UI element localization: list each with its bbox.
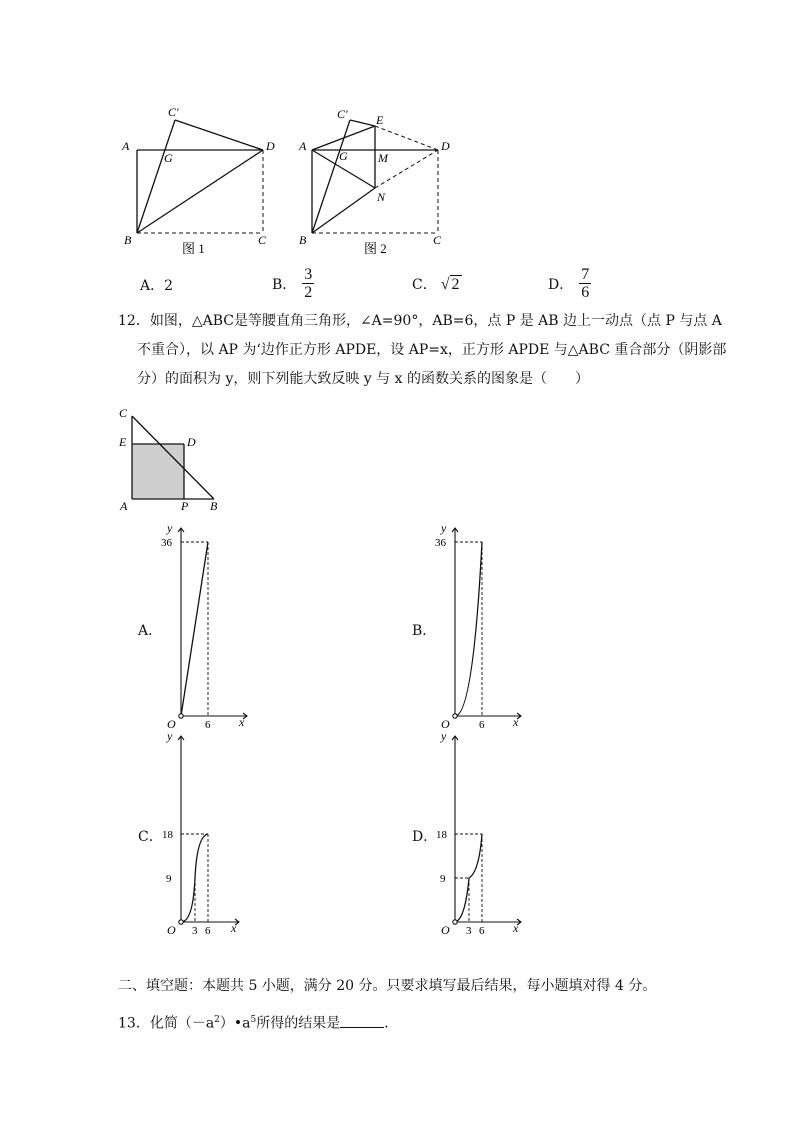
q11-option-a-label: A．2 <box>140 278 174 294</box>
fig2-label-b: B <box>299 233 307 247</box>
graph-d-tick-x-3: 3 <box>466 925 472 937</box>
graph-c <box>155 728 255 938</box>
graph-d <box>429 728 529 938</box>
graph-d-tick-x-6: 6 <box>479 925 485 937</box>
graph-a <box>155 522 255 732</box>
graph-c-y-label: y <box>167 729 173 743</box>
q12-label-d: D <box>187 435 196 449</box>
graph-d-option[interactable]: D． <box>412 829 438 845</box>
fig2-label-c: C <box>433 233 442 247</box>
q13-suffix: 所得的结果是 <box>256 1015 341 1032</box>
q12-line-1: 12．如图，△ABC是等腰直角三角形，∠A=90°，AB=6，点 P 是 AB 边上一动点（点 P 与点 A <box>118 313 722 329</box>
q13-answer-blank[interactable] <box>340 1013 384 1028</box>
graph-c-tick-y-18: 18 <box>162 829 173 841</box>
graph-a-y-label: y <box>167 522 173 535</box>
fig2-label-m: M <box>378 151 388 165</box>
graph-d-tick-y-18: 18 <box>436 829 447 841</box>
fig2-label-a: A <box>299 139 307 153</box>
q13-end: ． <box>384 1015 399 1032</box>
q11-option-b[interactable] <box>272 266 314 301</box>
fig2-label-e: E <box>376 113 384 127</box>
fig1-label-c: C <box>258 233 267 247</box>
figure-1 <box>110 98 290 263</box>
q12-line-2: 不重合），以 AP 为‘边作正方形 APDE，设 AP=x，正方形 APDE 与△ABC 重合部分（阴影部 <box>137 342 727 358</box>
fig2-label-d: D <box>441 139 450 153</box>
graph-c-tick-y-9: 9 <box>166 873 172 885</box>
q13-line <box>118 1010 398 1034</box>
fig1-label-c-prime: C′ <box>168 105 179 119</box>
graph-b <box>429 522 529 732</box>
graph-c-origin: O <box>167 923 176 937</box>
graph-a-origin: O <box>167 717 176 731</box>
graph-c-option[interactable]: C． <box>138 829 163 845</box>
graph-b-origin: O <box>441 717 450 731</box>
q11-option-d-label: D． <box>548 276 574 293</box>
graph-d-tick-y-9: 9 <box>440 873 446 885</box>
q12-line-3: 分）的面积为 y，则下列能大致反映 y 与 x 的函数关系的图象是（ ） <box>137 371 589 387</box>
figure-2 <box>290 98 470 263</box>
fig2-label-c-prime: C′ <box>337 107 348 121</box>
fig1-label-b: B <box>124 233 132 247</box>
fig1-label-a: A <box>122 139 130 153</box>
graph-c-tick-x-3: 3 <box>192 925 198 937</box>
graph-a-tick-y-36: 36 <box>161 537 172 549</box>
q11-option-c[interactable] <box>412 274 462 294</box>
graph-b-option[interactable]: B． <box>412 623 437 639</box>
graph-b-y-label: y <box>441 522 447 535</box>
fig1-label-d: D <box>266 139 275 153</box>
graph-d-x-label: x <box>513 921 519 935</box>
section-2-heading: 二、填空题：本题共 5 小题，满分 20 分。只要求填写最后结果，每小题填对得 4 分。 <box>118 978 657 994</box>
fig2-label-g: G <box>339 149 348 163</box>
graph-d-y-label: y <box>441 729 447 743</box>
graph-a-x-label: x <box>239 715 245 729</box>
q11-option-c-label: C． <box>412 277 437 293</box>
q12-label-e: E <box>119 435 127 449</box>
fig2-label-n: N <box>377 190 386 204</box>
graph-b-x-label: x <box>513 715 519 729</box>
q13-sup-2: 5 <box>250 1015 257 1025</box>
fig2-caption: 图 2 <box>364 241 387 256</box>
graph-d-origin: O <box>441 923 450 937</box>
graph-a-option[interactable]: A． <box>138 623 163 639</box>
fig1-caption: 图 1 <box>182 241 205 256</box>
q11-option-b-label: B． <box>272 276 297 293</box>
q12-label-p: P <box>181 499 189 513</box>
q11-option-d-fraction: $\frac{7}{6}$ <box>581 266 590 301</box>
q11-option-a[interactable] <box>140 275 173 295</box>
graph-c-x-label: x <box>231 921 237 935</box>
q12-label-c: C <box>119 406 128 420</box>
q12-figure <box>115 402 230 517</box>
graph-a-tick-x-6: 6 <box>205 719 211 731</box>
q11-option-c-sqrt: √ 2 <box>440 276 460 293</box>
q12-label-b: B <box>210 499 218 513</box>
q13-sup-1: 2 <box>214 1015 220 1025</box>
graph-b-tick-y-36: 36 <box>435 537 446 549</box>
q13-prefix: 13．化简（－a <box>118 1015 215 1032</box>
q11-option-b-fraction: $\frac{3}{2}$ <box>304 266 313 301</box>
q12-label-a: A <box>120 499 128 513</box>
fig1-label-g: G <box>164 151 173 165</box>
q13-mid: ）•a <box>219 1015 251 1032</box>
graph-c-tick-x-6: 6 <box>205 925 211 937</box>
graph-b-tick-x-6: 6 <box>479 719 485 731</box>
q11-option-d[interactable] <box>548 266 591 301</box>
